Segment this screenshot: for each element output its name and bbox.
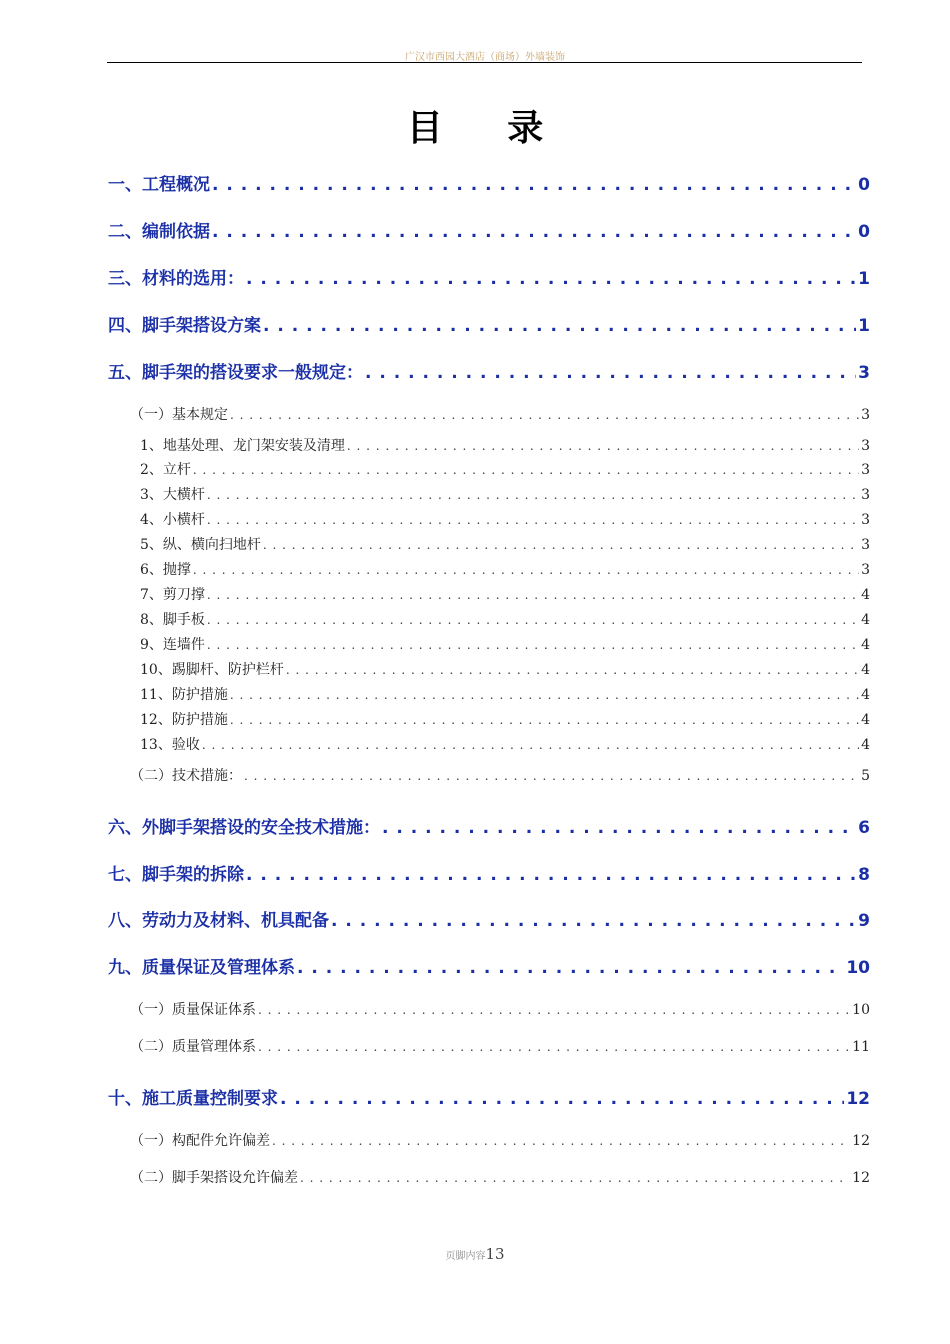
toc-entry-page: 12 (852, 1170, 870, 1186)
toc-dot-leader (193, 563, 859, 577)
toc-entry-label: 10、踢脚杆、防护栏杆 (140, 662, 284, 678)
toc-entry[interactable] (108, 217, 870, 242)
toc-dot-leader (212, 222, 856, 242)
toc-entry-label: 4、小横杆 (140, 512, 205, 528)
toc-entry-page: 9 (858, 911, 870, 931)
toc-entry-page: 3 (861, 537, 870, 553)
toc-entry-label: 7、剪刀撑 (140, 587, 205, 603)
toc-entry-page: 4 (861, 737, 870, 753)
toc-entry-label: 一、工程概况 (108, 175, 210, 195)
toc-entry[interactable] (140, 709, 870, 729)
toc-entry-page: 3 (861, 487, 870, 503)
toc-entry-page: 1 (858, 269, 870, 289)
toc-dot-leader (297, 958, 844, 978)
toc-entry-label: （二）脚手架搭设允许偏差 (130, 1170, 298, 1186)
toc-entry-page: 4 (861, 612, 870, 628)
header-rule (107, 62, 862, 63)
toc-dot-leader (347, 439, 859, 453)
toc-dot-leader (272, 1134, 850, 1148)
toc-entry[interactable] (130, 404, 870, 424)
header-text: 广汉市西园大酒店（商场）外墙装饰 (405, 52, 565, 63)
toc-entry[interactable] (140, 584, 870, 604)
toc-entry-label: 八、劳动力及材料、机具配备 (108, 911, 329, 931)
toc-entry[interactable] (108, 170, 870, 195)
toc-entry-page: 4 (861, 687, 870, 703)
toc-dot-leader (300, 1171, 850, 1185)
toc-entry[interactable] (140, 634, 870, 654)
toc-dot-leader (207, 613, 859, 627)
toc-entry-label: 1、地基处理、龙门架安装及清理 (140, 438, 345, 454)
toc-entry-label: 2、立杆 (140, 462, 191, 478)
toc-entry-page: 12 (852, 1133, 870, 1149)
toc-dot-leader (263, 316, 856, 336)
toc-dot-leader (246, 269, 856, 289)
toc-entry-page: 12 (846, 1089, 870, 1109)
toc-entry-label: （二）质量管理体系 (130, 1039, 256, 1055)
toc-entry-label: 6、抛撑 (140, 562, 191, 578)
toc-entry-label: 五、脚手架的搭设要求一般规定： (108, 363, 363, 383)
toc-entry[interactable] (108, 813, 870, 838)
toc-entry[interactable] (140, 659, 870, 679)
toc-entry-label: （二）技术措施： (130, 768, 242, 784)
toc-dot-leader (263, 538, 859, 552)
toc-entry-page: 4 (861, 662, 870, 678)
toc-dot-leader (207, 588, 859, 602)
toc-entry[interactable] (108, 860, 870, 885)
toc-entry[interactable] (108, 358, 870, 383)
toc-entry[interactable] (130, 1036, 870, 1056)
toc-entry-label: 九、质量保证及管理体系 (108, 958, 295, 978)
footer-label: 页脚内容 (445, 1251, 486, 1262)
toc-entry-label: 12、防护措施 (140, 712, 228, 728)
toc-entry[interactable] (140, 509, 870, 529)
toc-entry[interactable] (130, 999, 870, 1019)
toc-entry-page: 4 (861, 637, 870, 653)
toc-dot-leader (244, 769, 859, 783)
toc-dot-leader (331, 911, 856, 931)
toc-entry-label: 5、纵、横向扫地杆 (140, 537, 261, 553)
toc-entry-label: 9、连墙件 (140, 637, 205, 653)
toc-entry-page: 3 (861, 462, 870, 478)
toc-entry-page: 3 (858, 363, 870, 383)
toc-entry-label: 二、编制依据 (108, 222, 210, 242)
toc-dot-leader (230, 688, 859, 702)
toc-dot-leader (202, 738, 859, 752)
toc-entry[interactable] (108, 311, 870, 336)
toc-entry-label: （一）质量保证体系 (130, 1002, 256, 1018)
toc-entry-label: 3、大横杆 (140, 487, 205, 503)
toc-entry[interactable] (140, 734, 870, 754)
toc-entry-page: 0 (858, 222, 870, 242)
toc-entry-label: 七、脚手架的拆除 (108, 865, 244, 885)
toc-entry-label: 十、施工质量控制要求 (108, 1089, 278, 1109)
toc-entry-page: 6 (858, 818, 870, 838)
toc-entry[interactable] (140, 534, 870, 554)
toc-entry-label: 四、脚手架搭设方案 (108, 316, 261, 336)
toc-entry-label: 六、外脚手架搭设的安全技术措施： (108, 818, 380, 838)
footer-page-number: 13 (485, 1245, 505, 1263)
toc-dot-leader (382, 818, 856, 838)
toc-entry-label: 13、验收 (140, 737, 200, 753)
toc-title: 目 录 (406, 107, 570, 149)
toc-dot-leader (246, 865, 856, 885)
toc-entry-page: 5 (861, 768, 870, 784)
toc-entry[interactable] (140, 559, 870, 579)
toc-entry[interactable] (140, 609, 870, 629)
toc-entry[interactable] (130, 1130, 870, 1150)
toc-entry[interactable] (130, 1167, 870, 1187)
toc-dot-leader (207, 638, 859, 652)
toc-entry[interactable] (140, 459, 870, 479)
toc-dot-leader (365, 363, 856, 383)
toc-dot-leader (230, 408, 859, 422)
toc-dot-leader (258, 1003, 850, 1017)
toc-entry[interactable] (130, 765, 870, 785)
toc-entry-page: 10 (852, 1002, 870, 1018)
toc-entry-label: 三、材料的选用： (108, 269, 244, 289)
toc-entry[interactable] (108, 264, 870, 289)
toc-entry-label: 8、脚手板 (140, 612, 205, 628)
toc-entry-page: 4 (861, 587, 870, 603)
toc-entry-page: 1 (858, 316, 870, 336)
toc-entry-page: 4 (861, 712, 870, 728)
toc-dot-leader (258, 1040, 850, 1054)
toc-entry[interactable] (108, 906, 870, 931)
toc-dot-leader (286, 663, 859, 677)
toc-entry-label: （一）基本规定 (130, 407, 228, 423)
toc-entry-page: 10 (846, 958, 870, 978)
toc-dot-leader (230, 713, 859, 727)
toc-entry[interactable] (140, 684, 870, 704)
toc-entry[interactable] (140, 435, 870, 455)
toc-entry-page: 3 (861, 562, 870, 578)
page-footer (0, 1244, 950, 1263)
toc-dot-leader (207, 513, 859, 527)
toc-entry-label: 11、防护措施 (140, 687, 228, 703)
toc-entry-page: 8 (858, 865, 870, 885)
toc-entry-page: 3 (861, 438, 870, 454)
toc-entry-label: （一）构配件允许偏差 (130, 1133, 270, 1149)
toc-dot-leader (212, 175, 856, 195)
toc-entry[interactable] (108, 1084, 870, 1109)
toc-dot-leader (207, 488, 859, 502)
toc-entry-page: 0 (858, 175, 870, 195)
toc-entry-page: 3 (861, 512, 870, 528)
toc-entry[interactable] (108, 953, 870, 978)
toc-dot-leader (280, 1089, 844, 1109)
toc-entry-page: 11 (852, 1039, 870, 1055)
toc-entry[interactable] (140, 484, 870, 504)
toc-entry-page: 3 (861, 407, 870, 423)
toc-dot-leader (193, 463, 859, 477)
